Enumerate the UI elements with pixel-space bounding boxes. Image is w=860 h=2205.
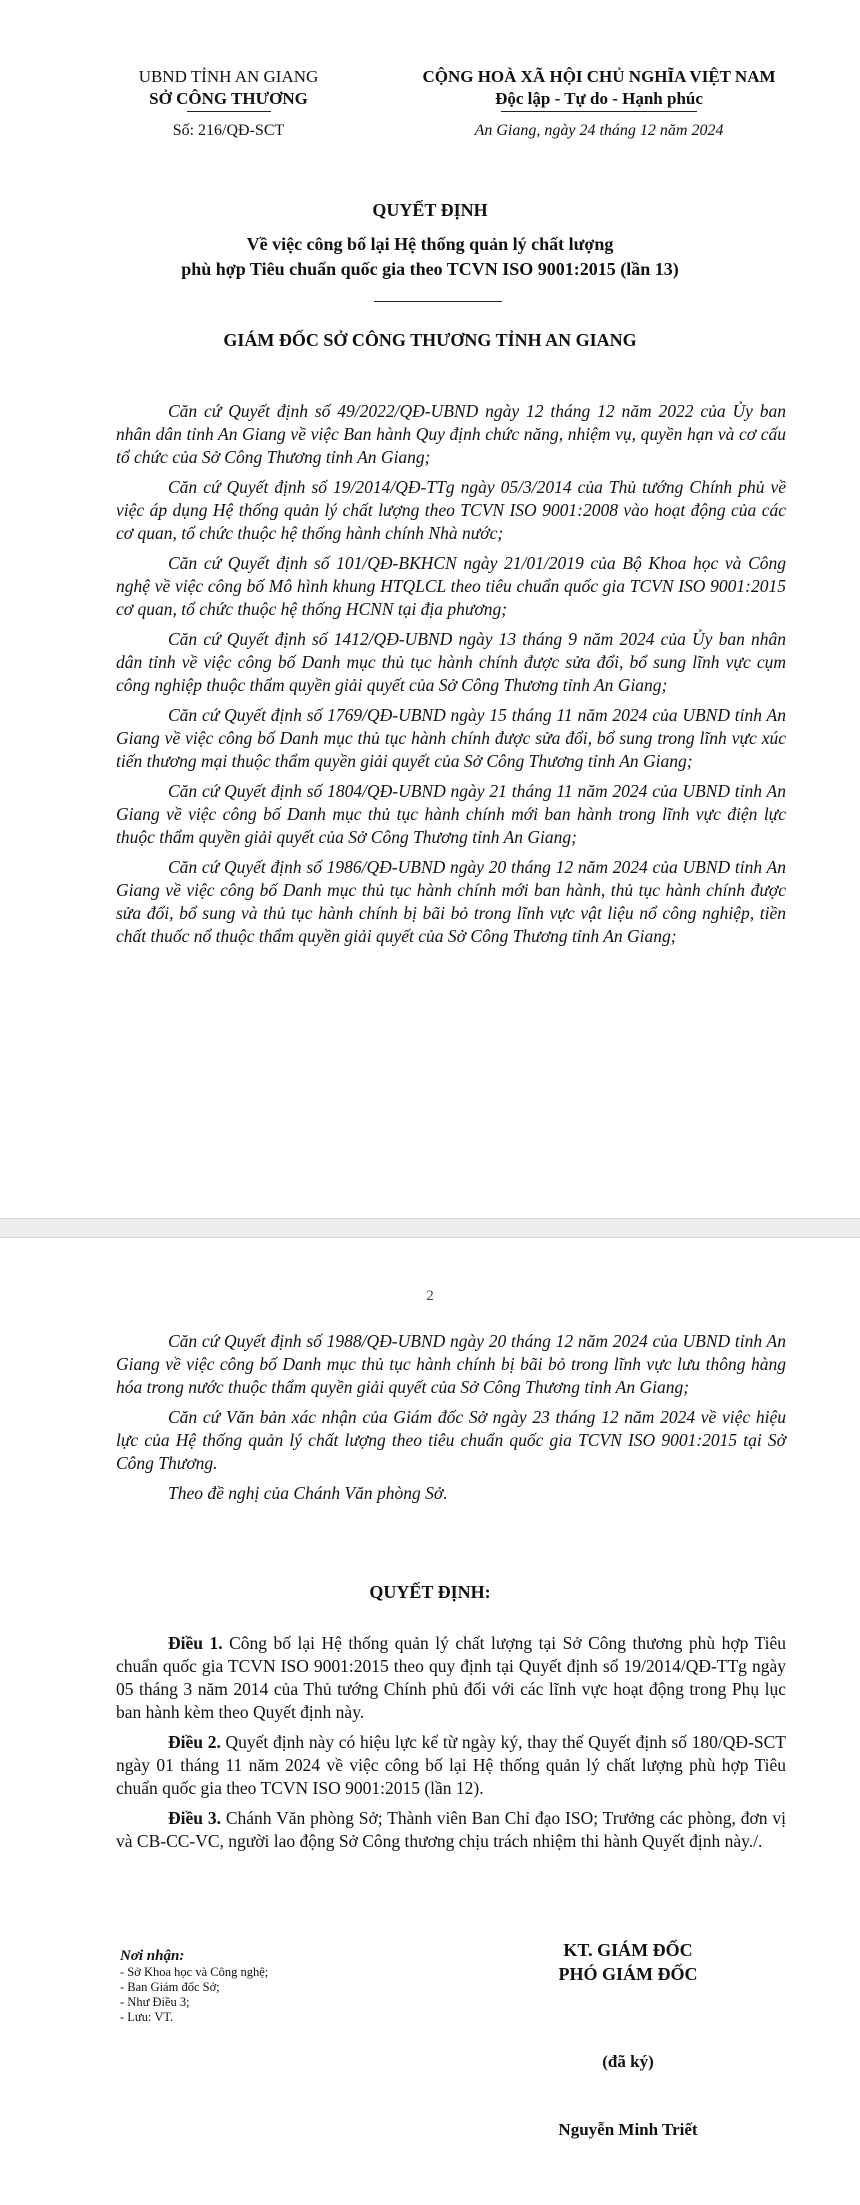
- recipient-item: - Lưu: VT.: [120, 2010, 174, 2024]
- signer-title: PHÓ GIÁM ĐỐC: [558, 1964, 698, 1984]
- signer-authority: KT. GIÁM ĐỐC: [563, 1940, 693, 1960]
- document-subject-line-1: Về việc công bố lại Hệ thống quản lý chất lượng: [246, 234, 614, 254]
- issuing-authority: GIÁM ĐỐC SỞ CÔNG THƯƠNG TỈNH AN GIANG: [223, 330, 637, 350]
- page-number: 2: [426, 1288, 434, 1304]
- parent-agency: UBND TỈNH AN GIANG: [138, 67, 319, 86]
- article-label: Điều 1.: [168, 1633, 223, 1653]
- recipients-title: Nơi nhận:: [120, 1948, 185, 1964]
- article-1: [116, 1632, 786, 1724]
- legal-basis-continued: [116, 1330, 786, 1512]
- legal-basis-paragraph: Căn cứ Quyết định số 1986/QĐ-UBND ngày 20 tháng 12 năm 2024 của UBND tỉnh An Giang về việc công bố Danh mục thủ tục hành chính mới ban hành, thủ tục hành chính được sửa đổi, bổ sung và thủ tục hành chính bị bãi bỏ trong lĩnh vực vật liệu nổ công nghiệp, tiền chất thuốc nổ thuộc thẩm quyền giải quyết của Sở Công Thương tỉnh An Giang;: [116, 857, 786, 946]
- article-2: [116, 1731, 786, 1800]
- legal-basis-paragraph: Căn cứ Quyết định số 1412/QĐ-UBND ngày 13 tháng 9 năm 2024 của Ủy ban nhân dân tỉnh về việc công bố Danh mục thủ tục hành chính được sửa đổi, bổ sung lĩnh vực cụm công nghiệp thuộc thẩm quyền giải quyết của Sở Công Thương tỉnh An Giang;: [116, 629, 786, 695]
- articles-section: [116, 1632, 786, 1860]
- legal-basis-paragraph: Căn cứ Văn bản xác nhận của Giám đốc Sở ngày 23 tháng 12 năm 2024 về việc hiệu lực của Hệ thống quản lý chất lượng theo tiêu chuẩn quốc gia TCVN ISO 9001:2015 tại Sở Công Thương.: [116, 1407, 786, 1473]
- legal-basis-paragraph: Căn cứ Quyết định số 1988/QĐ-UBND ngày 20 tháng 12 năm 2024 của UBND tỉnh An Giang về việc công bố Danh mục thủ tục hành chính bị bãi bỏ trong lĩnh vực lưu thông hàng hóa trong nước thuộc thẩm quyền giải quyết của Sở Công Thương tỉnh An Giang;: [116, 1331, 786, 1397]
- document-subject-line-2: phù hợp Tiêu chuẩn quốc gia theo TCVN ISO 9001:2015 (lần 13): [181, 259, 679, 279]
- legal-basis-section: [116, 400, 786, 955]
- legal-basis-paragraph: Căn cứ Quyết định số 49/2022/QĐ-UBND ngày 12 tháng 12 năm 2022 của Ủy ban nhân dân tỉnh An Giang về việc Ban hành Quy định chức năng, nhiệm vụ, quyền hạn và cơ cấu tổ chức của Sở Công Thương tỉnh An Giang;: [116, 401, 786, 467]
- article-text: Quyết định này có hiệu lực kể từ ngày ký, thay thế Quyết định số 180/QĐ-SCT ngày 01 tháng 11 năm 2024 về việc công bố lại Hệ thống quản lý chất lượng phù hợp Tiêu chuẩn quốc gia theo TCVN ISO 9001:2015 (lần 12).: [116, 1732, 786, 1798]
- legal-basis-paragraph: Căn cứ Quyết định số 1769/QĐ-UBND ngày 15 tháng 11 năm 2024 của UBND tỉnh An Giang về việc công bố Danh mục thủ tục hành chính được sửa đổi, bổ sung trong lĩnh vực xúc tiến thương mại thuộc thẩm quyền giải quyết của Sở Công Thương tỉnh An Giang;: [116, 705, 786, 771]
- document-number: Số: 216/QĐ-SCT: [172, 122, 285, 139]
- decision-heading: QUYẾT ĐỊNH:: [369, 1582, 491, 1602]
- page-separator: [0, 1218, 860, 1238]
- document-title: QUYẾT ĐỊNH: [372, 200, 488, 220]
- title-divider: [374, 301, 502, 302]
- document-header: [0, 66, 860, 156]
- country-name: CỘNG HOÀ XÃ HỘI CHỦ NGHĨA VIỆT NAM: [422, 67, 776, 86]
- legal-basis-paragraph: Căn cứ Quyết định số 19/2014/QĐ-TTg ngày 05/3/2014 của Thủ tướng Chính phủ về việc áp dụng Hệ thống quản lý chất lượng theo TCVN ISO 9001:2008 vào hoạt động của các cơ quan, tổ chức thuộc hệ thống hành chính Nhà nước;: [116, 477, 786, 543]
- issue-date: An Giang, ngày 24 tháng 12 năm 2024: [474, 122, 724, 139]
- article-text: Chánh Văn phòng Sở; Thành viên Ban Chỉ đạo ISO; Trưởng các phòng, đơn vị và CB-CC-VC, người lao động Sở Công thương chịu trách nhiệm thi hành Quyết định này./.: [116, 1808, 787, 1851]
- signed-note: (đã ký): [602, 2052, 654, 2071]
- legal-basis-paragraph: Căn cứ Quyết định số 101/QĐ-BKHCN ngày 21/01/2019 của Bộ Khoa học và Công nghệ về việc công bố Mô hình khung HTQLCL theo tiêu chuẩn quốc gia TCVN ISO 9001:2015 cơ quan, tổ chức thuộc hệ thống HCNN tại địa phương;: [116, 553, 786, 619]
- signer-name: Nguyễn Minh Triết: [558, 2120, 698, 2139]
- legal-basis-paragraph: Căn cứ Quyết định số 1804/QĐ-UBND ngày 21 tháng 11 năm 2024 của UBND tỉnh An Giang về việc công bố Danh mục thủ tục hành chính mới ban hành trong lĩnh vực điện lực thuộc thẩm quyền giải quyết của Sở Công Thương tỉnh An Giang;: [116, 781, 786, 847]
- recipient-item: - Sở Khoa học và Công nghệ;: [120, 1965, 269, 1979]
- proposal-paragraph: Theo đề nghị của Chánh Văn phòng Sở.: [168, 1483, 448, 1503]
- recipient-item: - Ban Giám đốc Sở;: [120, 1980, 220, 1994]
- article-label: Điều 2.: [168, 1732, 221, 1752]
- recipient-item: - Như Điều 3;: [120, 1995, 190, 2009]
- national-motto: [384, 66, 814, 140]
- agency-name: SỞ CÔNG THƯƠNG: [149, 89, 308, 108]
- article-3: [116, 1807, 786, 1853]
- article-label: Điều 3.: [168, 1808, 221, 1828]
- agency-underline: [187, 111, 271, 112]
- motto-underline: [501, 111, 697, 112]
- motto: Độc lập - Tự do - Hạnh phúc: [495, 89, 703, 108]
- recipients-block: [120, 1948, 420, 2025]
- article-text: Công bố lại Hệ thống quản lý chất lượng tại Sở Công thương phù hợp Tiêu chuẩn quốc gia TCVN ISO 9001:2015 theo quy định tại Quyết định số 19/2014/QĐ-TTg ngày 05 tháng 3 năm 2014 của Thủ tướng Chính phủ đối với các lĩnh vực hoạt động trong Phụ lục ban hành kèm theo Quyết định này.: [116, 1633, 787, 1722]
- issuing-agency: [106, 66, 351, 140]
